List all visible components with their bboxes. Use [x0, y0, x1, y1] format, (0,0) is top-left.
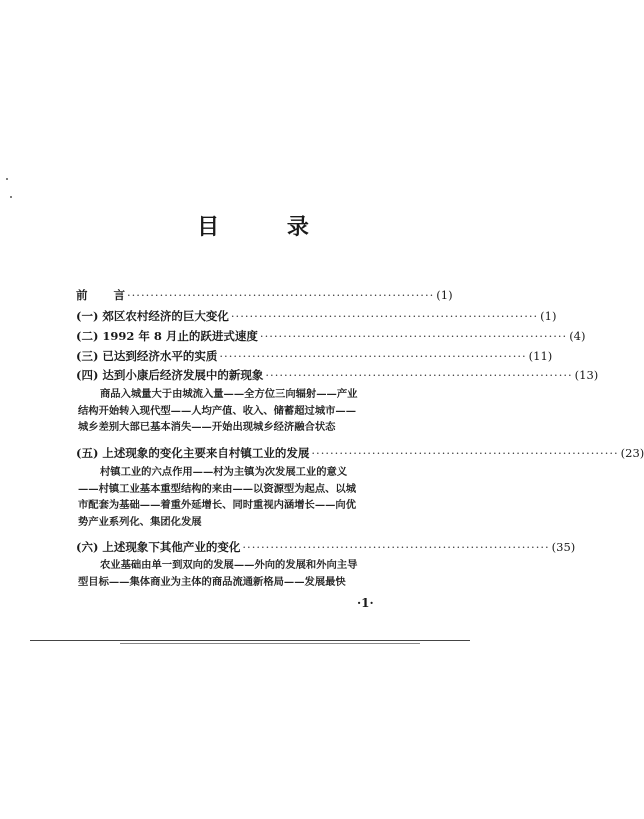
- toc-entry-number: (二): [76, 329, 99, 343]
- toc-entry-title: 已达到经济水平的实质: [102, 349, 218, 363]
- summary-line: 结构开始转入现代型——人均产值、收入、储蓄超过城市——: [78, 404, 357, 417]
- toc-leader-dots: ··································································: [127, 288, 435, 302]
- toc-entry-title: 达到小康后经济发展中的新现象: [102, 368, 264, 382]
- toc-entry-3[interactable]: [76, 347, 553, 365]
- toc-entry-2[interactable]: [76, 327, 586, 345]
- toc-entry-1[interactable]: [76, 307, 557, 325]
- page-title: 目 录: [197, 214, 339, 240]
- toc-entry-5[interactable]: [76, 444, 644, 462]
- toc-summary-4: [78, 386, 400, 436]
- scan-speck: [10, 196, 12, 198]
- toc-leader-dots: ··································································: [311, 446, 619, 460]
- toc-entry-page: (11): [528, 349, 553, 363]
- toc-entry-number: (一): [76, 309, 99, 323]
- toc-entry-page: (35): [551, 540, 576, 554]
- summary-line: 商品入城量大于由城流入量——全方位三向辐射——产业: [100, 388, 358, 400]
- toc-entry-page: (23): [620, 446, 644, 460]
- summary-line: 城乡差别大部已基本消失——开始出现城乡经济融合状态: [78, 421, 336, 433]
- toc-leader-dots: ··································································: [230, 309, 539, 323]
- toc-entry-page: (1): [436, 288, 453, 302]
- toc-leader-dots: ··································································: [265, 368, 573, 382]
- toc-entry-title: 上述现象的变化主要来自村镇工业的发展: [102, 446, 310, 460]
- toc-entry-4[interactable]: [76, 366, 599, 384]
- toc-entry-title: 1992 年 8 月止的跃进式速度: [102, 329, 258, 343]
- toc-entry-number: (三): [76, 349, 99, 363]
- toc-entry-page: (4): [569, 329, 586, 343]
- toc-leader-dots: ··································································: [259, 329, 568, 343]
- summary-line: 势产业系列化、集团化发展: [78, 515, 202, 528]
- summary-line: 市配套为基础——着重外延增长、同时重视内涵增长——向优: [78, 499, 357, 511]
- toc-entry-6[interactable]: [76, 538, 576, 556]
- scan-edge-line: [30, 640, 470, 641]
- page-number: ·1·: [357, 596, 374, 610]
- toc-entry-page: (1): [540, 309, 557, 323]
- toc-entry-number: 前: [76, 288, 110, 302]
- toc-entry-number: (四): [76, 368, 99, 382]
- summary-line: ——村镇工业基本重型结构的来由——以资源型为起点、以城: [78, 482, 357, 495]
- toc-summary-5: [78, 464, 400, 530]
- toc-entry-number: (五): [76, 446, 99, 460]
- summary-line: 型目标——集体商业为主体的商品流通新格局——发展最快: [78, 575, 346, 588]
- summary-line: 村镇工业的六点作用——村为主镇为次发展工业的意义: [100, 466, 348, 478]
- scan-speck: [6, 178, 8, 180]
- toc-entry-page: (13): [574, 368, 599, 382]
- toc-leader-dots: ··································································: [219, 349, 527, 363]
- toc-entry-title: 言: [113, 288, 125, 302]
- summary-line: 农业基础由单一到双向的发展——外向的发展和外向主导: [100, 559, 358, 571]
- toc-entry-number: (六): [76, 540, 99, 554]
- toc-entry-preface[interactable]: [76, 286, 453, 304]
- toc-entry-title: 上述现象下其他产业的变化: [102, 540, 241, 554]
- scan-edge-line: [120, 643, 420, 644]
- toc-summary-6: [78, 557, 400, 590]
- toc-leader-dots: ··································································: [242, 540, 550, 554]
- toc-entry-title: 郊区农村经济的巨大变化: [102, 309, 229, 323]
